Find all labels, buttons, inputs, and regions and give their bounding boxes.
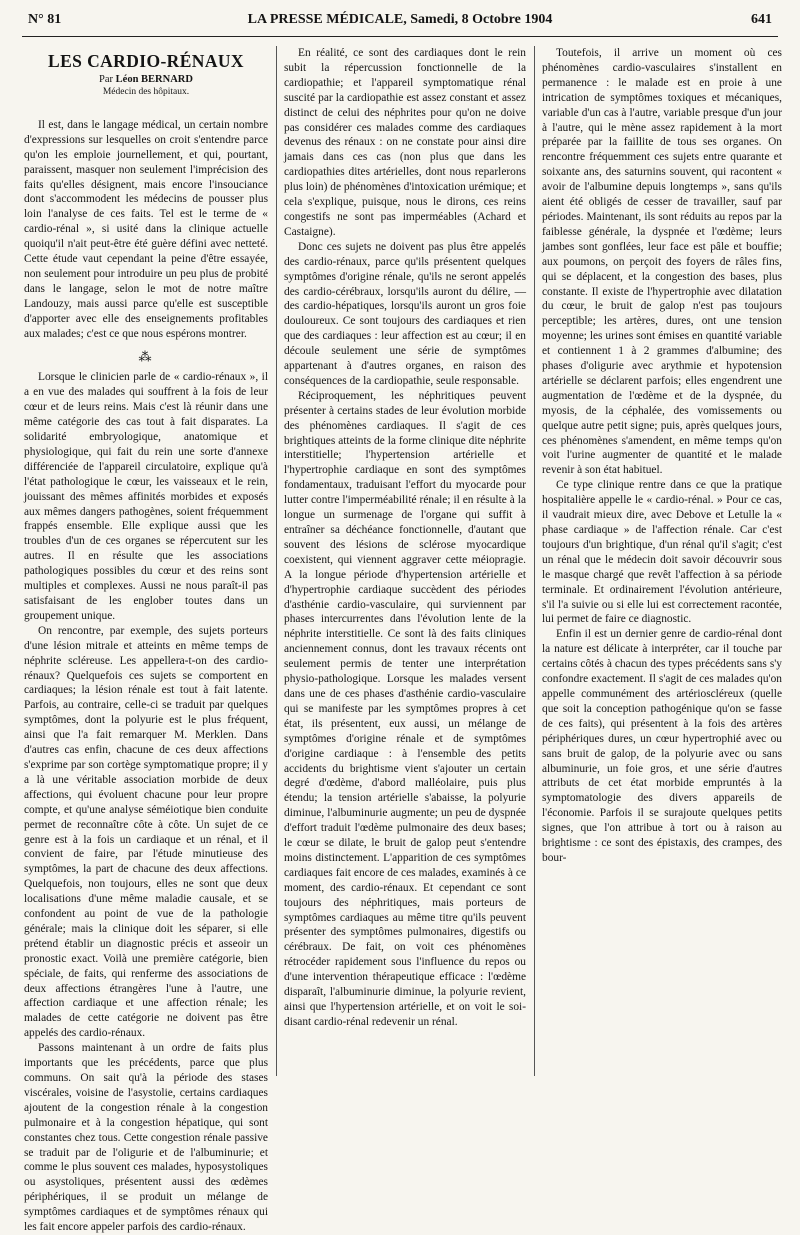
paragraph: Donc ces sujets ne doivent pas plus être appelés des cardio-rénaux, parce qu'ils présentent quelques symptômes d'origine rénale, qu'ils ne seront appelés des cardio-cérébraux, lorsqu'ils auront du délire, — des cardio-hépatiques, lorsqu'ils auront un gros foie douloureux. Ce sont toujours des cardiaques et rien que des cardiaques : leur affection est au cœur; il en découle seulement une série de symptômes appartenant à d'autres organes, en raison des conséquences de la cardiopathie, seule responsable.: [284, 240, 526, 387]
column-right: [542, 46, 782, 1076]
column-divider: [276, 46, 277, 1076]
paragraph: Toutefois, il arrive un moment où ces phénomènes cardio-vasculaires s'installent en permanence : le malade est en proie à une intrication de symptômes toxiques et mécaniques, variable d'un cas à l'autre, variable presque d'un jour à l'autre, qui le mène assez rapidement à la mort préparée par la faillite de tous ses organes. On rencontre fréquemment ces sujets entre quarante et soixante ans, des saturnins souvent, qui racontent « avoir de l'albumine depuis longtemps », sans qu'ils aient été obligés de cesser de travailler, sauf par périodes. Maintenant, ils sont réduits au repos par la faiblesse générale, la dyspnée et l'œdème; leurs jambes sont gonflées, leur face est pâle et bouffie; aux poumons, on perçoit des foyers de râles fins, qui se déplacent, et la congestion des bases, plus constante. Il existe de l'hypertrophie avec dilatation du cœur, le bruit de galop n'est pas toujours perceptible; les artères, dures, ont une tension moyenne; les urines sont émises en quantité variable et contiennent 1 à 2 grammes d'albumine; des phases d'oligurie avec arythmie et hypotension artérielle se déclarent parfois; elles engendrent une augmentation de l'œdème et de la dyspnée, du myosis, de la céphalée, des vomissements ou quelque autre petit signe; puis, après quelques jours, ces phénomènes s'amendent, en même temps qu'on voit l'urine augmenter de quantité et le malade revenir à son état habituel.: [542, 47, 782, 477]
paragraph: En réalité, ce sont des cardiaques dont le rein subit la répercussion fonctionnelle de la cardiopathie; et l'appareil symptomatique rénal suscité par la cardiopathie est assez constant et assez distinct de celui des néphrites pour qu'on ne doive pas considérer ces malades comme des cardiaques devenus des rénaux : on ne constate pour ainsi dire jamais dans ces cas (non plus que dans les cardiopathies dites artérielles, dont nous reparlerons plus loin) de phénomènes d'intoxication urémique; et cela s'explique, puisque, nous le dirons, ces reins congestifs ne sont pas imperméables (Achard et Castaigne).: [284, 47, 526, 238]
byline-prefix: Par: [99, 73, 116, 85]
issue-number: N° 81: [28, 12, 62, 27]
byline: [24, 74, 268, 86]
page-number: 641: [751, 12, 772, 27]
author-name: Léon BERNARD: [115, 73, 193, 85]
paragraph: Enfin il est un dernier genre de cardio-rénal dont la nature est délicate à interpréter, car il touche par certains côtés à chacun des types précédents sans s'y confondre exactement. Il s'agit de ces malades qu'on appelle communément des artérioscléreux (quelle que soit la conception pathogénique qu'on se fasse de ces faits), qui présentent à la fois des artères périphériques dures, un cœur hypertrophié avec ou sans bruit de galop, de la polyurie avec ou sans albuminurie, un foie gros, et une série d'autres attributs de cet état morbide empruntés à la symptomatologie des divers appareils de l'économie. Parfois il se surajoute quelques petits signes, que l'on attribue à tort ou à raison au brightisme : ce sont des épistaxis, des crampes, des bour-: [542, 628, 782, 864]
journal-title: LA PRESSE MÉDICALE, Samedi, 8 Octobre 1904: [247, 12, 553, 27]
paragraph: Passons maintenant à un ordre de faits plus importants que les précédents, parce que plus communs. On sait qu'à la période des stases viscérales, voisine de l'asystolie, certains cardiaques ajoutent de la congestion rénale à la congestion pulmonaire et à la congestion hépatique, qui sont constantes chez tous. Cette congestion rénale passive se traduit par de l'oligurie et de l'albuminurie; et comme le plus souvent ces malades, hyposystoliques ou asystoliques, présentent aussi des œdèmes périphériques, il se produit un mélange de symptômes cardiaques et de symptômes rénaux qui les fait encore appeler parfois des cardio-rénaux.: [24, 1042, 268, 1234]
column-divider: [534, 46, 535, 1076]
author-affiliation: Médecin des hôpitaux.: [102, 86, 190, 97]
paragraph: Lorsque le clinicien parle de « cardio-rénaux », il a en vue des malades qui souffrent à la fois de leur cœur et de leurs reins. Mais c'est là réunir dans une même catégorie des cas tout à fait disparates. La solidarité embryologique, anatomique et physiologique, qui fait du rein une sorte d'annexe différenciée de l'appareil circulatoire, explique qu'à l'état pathologique le cœur, les vaisseaux et le rein, jouissant des mêmes affinités morbides et exposés aux mêmes dangers pathogènes, soient fréquemment frappés ensemble. Elle explique aussi que les troubles d'un de ces organes se répercutent sur les autres. Il en résulte que les associations pathologiques possibles du cœur et des reins sont multiples et complexes. Aussi ne nous paraît-il pas satisfaisant de les englober toutes dans un groupement unique.: [24, 371, 268, 622]
paragraph: Réciproquement, les néphritiques peuvent présenter à certains stades de leur évolution morbide des phénomènes cardiaques. Il s'agit de ces brightiques atteints de la forme clinique dite néphrite interstitielle; l'hypertension artérielle et l'hypertrophie cardiaque en sont des symptômes fondamentaux, traduisant l'effort du myocarde pour lutter contre l'imperméabilité rénale; il en résulte à la longue un surmenage de l'organe qui suffit à entraîner sa déchéance fonctionnelle, d'autant que souvent des lésions de sclérose myocardique coexistent, qui viennent aggraver cette méiopragie. A la longue période d'hypertension artérielle et d'hypertrophie cardiaque succèdent des périodes d'asthénie cardio-vasculaire, qui surviennent par phases intercurrentes dans l'évolution lente de la néphrite interstitielle. Ce sont là des faits cliniques anciennement connus, dont les travaux récents ont seulement permis de tenter une interprétation physio-pathologique. Lorsque les malades versent dans une de ces phases d'asthénie cardio-vasculaire qui se manifeste par les symptômes propres à cet état, ils présentent, eux aussi, un mélange de symptômes d'origine rénale et de symptômes d'origine cardiaque : à l'ensemble des petits accidents du brightisme vient s'ajouter un certain degré d'œdème, d'abord malléolaire, puis plus étendu; la tension artérielle s'abaisse, la polyurie diminue, l'albuminurie augmente; un peu de dyspnée d'effort traduit l'œdème pulmonaire des deux bases; le cœur se dilate, le bruit de galop peut s'entendre moins distinctement. L'apparition de ces symptômes cardiaques fait encore de ces malades, examinés à ce moment, des cardio-rénaux. Et cependant ce sont toujours des néphritiques, mais porteurs de symptômes cardiaques au même titre qu'ils peuvent présenter des symptômes pulmonaires, digestifs ou cérébraux. De fait, on voit ces phénomènes rétrocéder rapidement sous l'influence du repos ou d'une intervention thérapeutique efficace : l'œdème disparaît, l'albuminurie diminue, la polyurie revient, ainsi que l'hypertension artérielle, et on voit le soi-disant cardio-rénal redevenir un rénal.: [284, 389, 526, 1028]
paragraph: Ce type clinique rentre dans ce que la pratique hospitalière appelle le « cardio-rénal. » Pour ce cas, il vaudrait mieux dire, avec Debove et Letulle la « phase cardiaque » de l'affection rénale. Car c'est toujours d'un brightique, d'un rénal qu'il s'agit; c'est un rénal que le médecin doit savoir découvrir sous le masque chargé que revêt l'affection à sa période terminale. Et ordinairement l'évolution antérieure, s'il l'a suivie ou si elle lui est correctement racontée, lui permet de faire ce diagnostic.: [542, 479, 782, 626]
header-rule: [22, 36, 778, 37]
paragraph: On rencontre, par exemple, des sujets porteurs d'une lésion mitrale et atteints en même temps de néphrite scléreuse. Les appellera-t-on des cardio-rénaux? Quelquefois ces sujets se comportent en cardiaques; la lésion rénale est tout à fait latente. Parfois, au contraire, celle-ci se traduit par quelques symptômes, dont la polyurie est le plus fréquent, ainsi que l'a fait remarquer M. Merklen. Dans d'autres cas enfin, chacune de ces deux affections s'exprime par son cortège symptomatique propre; il y a là une véritable association morbide de deux affections, qui évoluent chacune pour leur propre compte, et qu'une analyse séméiotique bien conduite permet de reconnaître côte à côte. Un sujet de ce genre est à la fois un cardiaque et un rénal, et il convient de faire, par l'étude minutieuse des symptômes, la part de chacune des deux affections. Quelquefois, non toujours, elles ne sont que deux localisations d'une même maladie causale, et se confondent au point de vue de la pathologie générale; mais la clinique doit les séparer, si elle prétend établir un diagnostic précis et asseoir un pronostic exact. Voilà une première catégorie, bien spéciale, de faits, qui renferme des associations de deux affections étrangères l'une à l'autre, une affection cardiaque et une affection rénale; les malades de cette catégorie ne doivent pas être appelés des cardio-rénaux.: [24, 624, 268, 1040]
section-separator: ⁂: [138, 348, 154, 364]
running-head: [22, 12, 778, 34]
column-left: [24, 46, 268, 1234]
column-middle: [284, 46, 526, 1076]
paragraph: Il est, dans le langage médical, un certain nombre d'expressions sur lesquelles on croit s'entendre parce qu'on les emploie journellement, et qui, pourtant, paraissent, masquer non seulement l'imprécision des faits qu'elles désignent, mais encore l'insouciance dont s'accommodent les médecins de pousser plus loin l'analyse de ces faits. Tel est le terme de « cardio-rénal », si usité dans la clinique actuelle quoiqu'il n'ait peut-être été guère défini avec netteté. Cette étude vaut cependant la peine d'être essayée, non seulement pour introduire un peu plus de probité dans le langage, selon le mot de notre maître Landouzy, mais aussi parce qu'elle est susceptible d'apporter avec elle des enseignements profitables aux malades; c'est ce que nous espérons montrer.: [24, 118, 268, 340]
article-title: LES CARDIO-RÉNAUX: [48, 51, 244, 71]
